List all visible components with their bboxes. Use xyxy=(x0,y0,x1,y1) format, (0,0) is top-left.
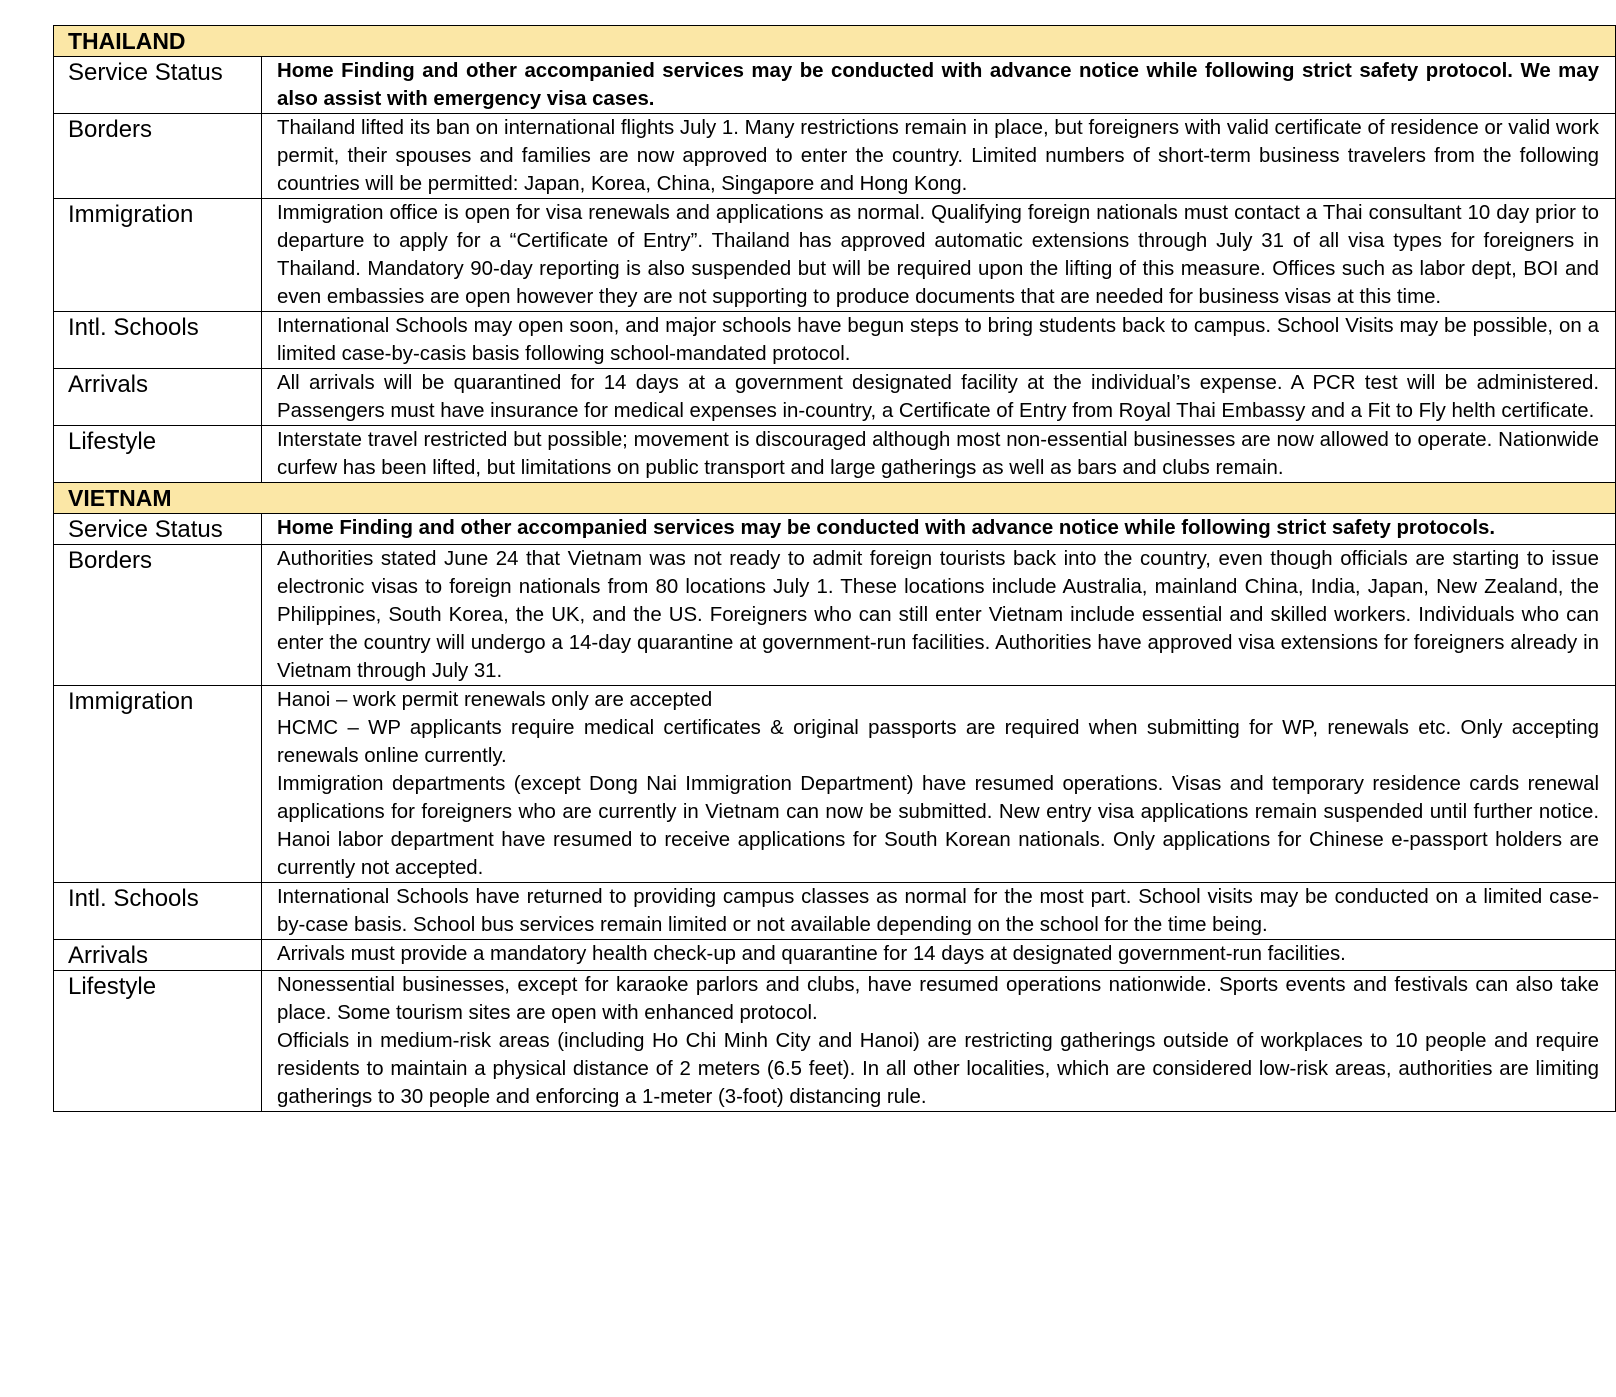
row-content xyxy=(262,545,1616,686)
row-content xyxy=(262,514,1616,545)
table-row xyxy=(54,545,1616,686)
content-paragraph: Hanoi – work permit renewals only are accepted xyxy=(277,689,713,711)
content-paragraph: Nonessential businesses, except for karaoke parlors and clubs, have resumed operations nationwide. Sports events and festivals can also take place. Some tourism sites are open with enhanced protocol. xyxy=(277,974,1599,1024)
content-paragraph: Officials in medium-risk areas (including Ho Chi Minh City and Hanoi) are restricting gatherings outside of workplaces to 10 people and require residents to maintain a physical distance of 2 meters (6.5 feet). In all other localities, which are considered low-risk areas, authorities are limiting gatherings to 30 people and enforcing a 1-meter (3-foot) distancing rule. xyxy=(277,1030,1599,1108)
table-row xyxy=(54,57,1616,114)
row-content xyxy=(262,883,1616,940)
row-content xyxy=(262,57,1616,114)
country-heading: THAILAND xyxy=(54,26,1616,57)
table-row xyxy=(54,199,1616,312)
row-label: Immigration xyxy=(54,199,262,312)
row-content xyxy=(262,114,1616,199)
row-content xyxy=(262,426,1616,483)
row-content xyxy=(262,312,1616,369)
row-label: Arrivals xyxy=(54,369,262,426)
row-label: Lifestyle xyxy=(54,971,262,1112)
content-paragraph: HCMC – WP applicants require medical certificates & original passports are required when submitting for WP, renewals etc. Only accepting renewals online currently. xyxy=(277,717,1599,767)
row-label: Intl. Schools xyxy=(54,312,262,369)
content-paragraph: Immigration office is open for visa renewals and applications as normal. Qualifying foreign nationals must contact a Thai consultant 10 day prior to departure to apply for a “Certificate of Entry”. Thailand has approved automatic extensions through July 31 of all visa types for foreigners in Thailand. Mandatory 90-day reporting is also suspended but will be required upon the lifting of this measure. Offices such as labor dept, BOI and even embassies are open however they are not supporting to produce documents that are needed for business visas at this time. xyxy=(277,202,1599,308)
content-paragraph: International Schools have returned to providing campus classes as normal for the most part. School visits may be conducted on a limited case-by-case basis. School bus services remain limited or not available depending on the school for the time being. xyxy=(277,886,1599,936)
content-paragraph: Interstate travel restricted but possible; movement is discouraged although most non-essential businesses are now allowed to operate. Nationwide curfew has been lifted, but limitations on public transport and large gatherings as well as bars and clubs remain. xyxy=(277,429,1599,479)
table-row xyxy=(54,940,1616,971)
content-paragraph: Thailand lifted its ban on international flights July 1. Many restrictions remain in place, but foreigners with valid certificate of residence or valid work permit, their spouses and families are now approved to enter the country. Limited numbers of short-term business travelers from the following countries will be permitted: Japan, Korea, China, Singapore and Hong Kong. xyxy=(277,117,1599,195)
row-label: Immigration xyxy=(54,686,262,883)
table-row xyxy=(54,971,1616,1112)
table-row xyxy=(54,312,1616,369)
table-row xyxy=(54,514,1616,545)
row-label: Borders xyxy=(54,114,262,199)
table-row xyxy=(54,114,1616,199)
country-heading: VIETNAM xyxy=(54,483,1616,514)
row-content xyxy=(262,971,1616,1112)
row-content xyxy=(262,686,1616,883)
content-paragraph: International Schools may open soon, and major schools have begun steps to bring students back to campus. School Visits may be possible, on a limited case-by-casis basis following school-mandated protocol. xyxy=(277,315,1599,365)
row-label: Intl. Schools xyxy=(54,883,262,940)
row-label: Service Status xyxy=(54,57,262,114)
content-paragraph: Immigration departments (except Dong Nai Immigration Department) have resumed operations. Visas and temporary residence cards renewal applications for foreigners who are currently in Vietnam can now be submitted. New entry visa applications remain suspended until further notice. Hanoi labor department have resumed to receive applications for South Korean nationals. Only applications for Chinese e-passport holders are currently not accepted. xyxy=(277,773,1599,879)
country-header-row xyxy=(54,26,1616,57)
table-body xyxy=(54,26,1616,1112)
content-paragraph: Home Finding and other accompanied services may be conducted with advance notice while following strict safety protocol. We may also assist with emergency visa cases. xyxy=(277,60,1599,110)
content-paragraph: Arrivals must provide a mandatory health check-up and quarantine for 14 days at designated government-run facilities. xyxy=(277,943,1346,965)
table-row xyxy=(54,883,1616,940)
row-label: Service Status xyxy=(54,514,262,545)
table-row xyxy=(54,426,1616,483)
row-label: Borders xyxy=(54,545,262,686)
table-row xyxy=(54,686,1616,883)
row-content xyxy=(262,940,1616,971)
row-label: Lifestyle xyxy=(54,426,262,483)
row-content xyxy=(262,199,1616,312)
content-paragraph: Authorities stated June 24 that Vietnam was not ready to admit foreign tourists back into the country, even though officials are starting to issue electronic visas to foreign nationals from 80 locations July 1. These locations include Australia, mainland China, India, Japan, New Zealand, the Philippines, South Korea, the UK, and the US. Foreigners who can still enter Vietnam include essential and skilled workers. Individuals who can enter the country will undergo a 14-day quarantine at government-run facilities. Authorities have approved visa extensions for foreigners already in Vietnam through July 31. xyxy=(277,548,1599,682)
content-paragraph: All arrivals will be quarantined for 14 days at a government designated facility at the individual’s expense. A PCR test will be administered. Passengers must have insurance for medical expenses in-country, a Certificate of Entry from Royal Thai Embassy and a Fit to Fly helth certificate. xyxy=(277,372,1599,422)
row-content xyxy=(262,369,1616,426)
country-status-table xyxy=(53,25,1616,1112)
row-label: Arrivals xyxy=(54,940,262,971)
content-paragraph: Home Finding and other accompanied services may be conducted with advance notice while following strict safety protocols. xyxy=(277,517,1496,539)
table-row xyxy=(54,369,1616,426)
country-header-row xyxy=(54,483,1616,514)
